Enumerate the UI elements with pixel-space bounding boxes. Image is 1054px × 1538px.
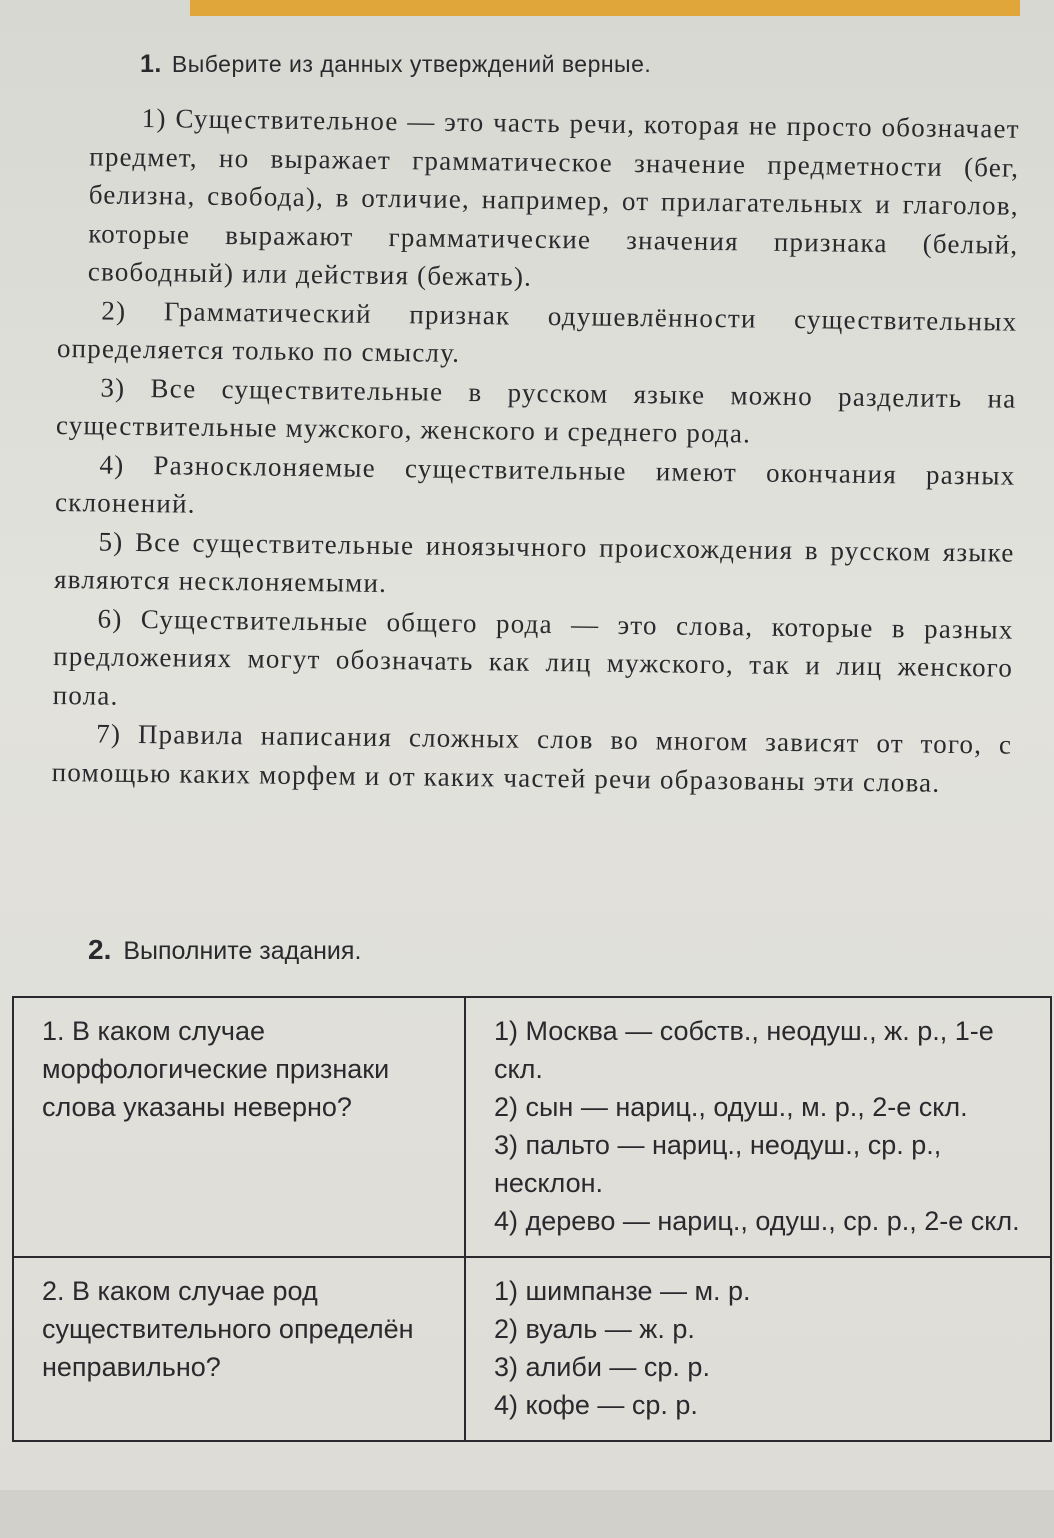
task-2-answer-4: 4) кофе — ср. р. (494, 1390, 698, 1420)
task-2-answer-2: 2) вуаль — ж. р. (494, 1314, 695, 1344)
exercise-1-number: 1. (140, 50, 162, 78)
exercise-1-heading (140, 50, 651, 79)
exercise-2-heading (88, 934, 361, 966)
statement-7: 7) Правила написания сложных слов во многом зависят от того, с помощью каких морфем и от каких частей речи образованы эти слова. (51, 718, 1013, 798)
task-1-question: 1. В каком случае морфологические признаки слова указаны неверно? (13, 997, 465, 1257)
tasks-table (12, 996, 1052, 1442)
task-row-1 (13, 997, 1051, 1257)
task-1-answer-4: 4) дерево — нариц., одуш., ср. р., 2-е скл. (494, 1206, 1020, 1236)
task-1-answers (465, 997, 1051, 1257)
task-1-answer-3: 3) пальто — нариц., неодуш., ср. р., несклон. (494, 1130, 942, 1198)
task-row-2 (13, 1257, 1051, 1441)
task-2-question: 2. В каком случае род существительного определён неправильно? (13, 1257, 465, 1441)
statement-5: 5) Все существительные иноязычного происхождения в русском языке являются несклоняемыми. (53, 526, 1015, 599)
statement-1: 1) Существительное — это часть речи, которая не просто обозначает предмет, но выражает грамматическое значение предметности (бег, белизна, свобода), в отличие, например, от прилагательных и глаголов, которые выражают грамматические значения признака (белый, свободный) или действия (бежать). (87, 103, 1020, 292)
task-1-answer-2: 2) сын — нариц., одуш., м. р., 2-е скл. (494, 1092, 968, 1122)
exercise-1-title: Выберите из данных утверждений верные. (171, 51, 652, 77)
task-2-answer-3: 3) алиби — ср. р. (494, 1352, 710, 1382)
task-1-answer-1: 1) Москва — собств., неодуш., ж. р., 1-е скл. (494, 1016, 994, 1084)
exercise-2-number: 2. (88, 934, 112, 965)
statement-2: 2) Грамматический признак одушевлённости существительных определяется только по смыслу. (56, 295, 1018, 368)
task-2-answers (465, 1257, 1051, 1441)
statement-6: 6) Существительные общего рода — это слова, которые в разных предложениях могут обозначать как лиц мужского, так и лиц женского пола. (52, 602, 1014, 711)
bottom-shadow-band (0, 1490, 1054, 1538)
task-2-answer-1: 1) шимпанзе — м. р. (494, 1276, 751, 1306)
statement-4: 4) Разносклоняемые существительные имеют окончания разных склонений. (54, 449, 1016, 519)
statement-3: 3) Все существительные в русском языке можно разделить на существительные мужского, женского и среднего рода. (55, 372, 1017, 449)
exercise-2-title: Выполните задания. (123, 937, 362, 965)
statements-list (52, 98, 1020, 803)
top-color-band (190, 0, 1020, 16)
